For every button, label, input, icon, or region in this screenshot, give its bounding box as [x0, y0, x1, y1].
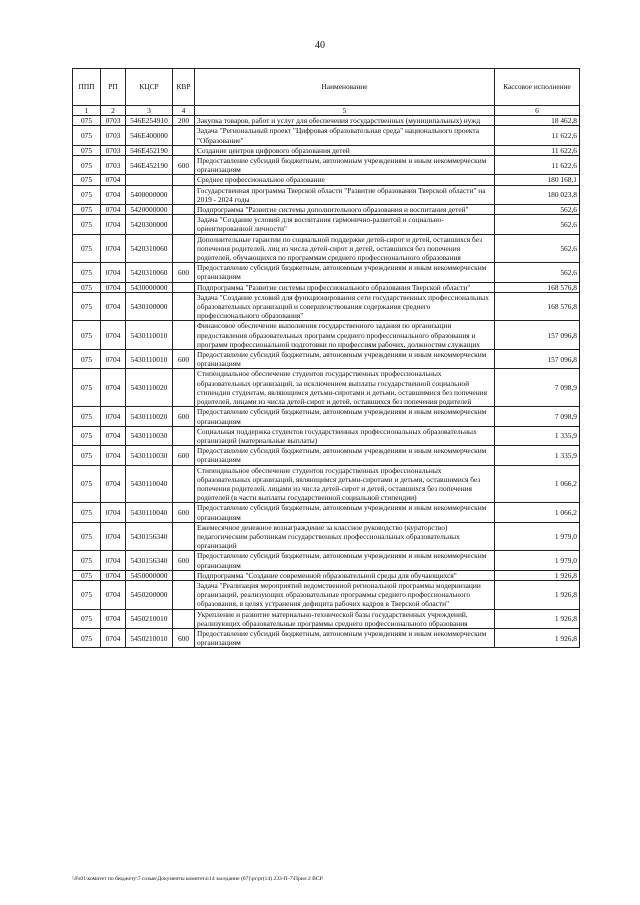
file-path-footer: \\Fs01\комитет по бюджету\7 созыв\Документы комитета\14 заседание (07)\pr\pr(14) 233-П-7\Прил 2 ВСР	[72, 876, 323, 882]
cell-rp: 0704	[101, 205, 126, 215]
table-row	[73, 503, 580, 522]
cell-rp: 0704	[101, 292, 126, 321]
cell-ppp: 075	[73, 175, 101, 185]
cell-name: Предоставление субсидий бюджетным, автономным учреждениям и иным некоммерческим организациям	[195, 263, 495, 282]
table-row	[73, 522, 580, 551]
cell-ppp: 075	[73, 234, 101, 263]
cell-kcsr: 5430110040	[126, 503, 173, 522]
cell-kvr: 200	[173, 116, 195, 126]
cell-kvr	[173, 570, 195, 580]
cell-rp: 0704	[101, 426, 126, 445]
cell-rp: 0704	[101, 446, 126, 465]
cell-name: Стипендиальное обеспечение студентов государственных профессиональных образовательных организаций, за исключением выплаты государственной социальной стипендии студентам, являющимся детьми-сиротами и детьми, оставшимися без попечения родителей, лицами из числа детей-сирот и детей, оставшихся без попечения родителей	[195, 369, 495, 407]
cell-ppp: 075	[73, 205, 101, 215]
cell-kvr	[173, 426, 195, 445]
column-number: 1	[73, 106, 101, 116]
cell-kvr: 600	[173, 628, 195, 647]
cell-rp: 0704	[101, 350, 126, 369]
cell-amount: 11 622,6	[495, 126, 580, 145]
cell-kvr: 600	[173, 407, 195, 426]
table-row	[73, 551, 580, 570]
header-amount: Кассовое исполнение	[495, 69, 580, 106]
cell-amount: 1 066,2	[495, 503, 580, 522]
cell-amount: 562,6	[495, 234, 580, 263]
table-row	[73, 145, 580, 155]
column-number-row	[73, 106, 580, 116]
table-row	[73, 407, 580, 426]
cell-rp: 0703	[101, 126, 126, 145]
table-row	[73, 609, 580, 628]
table-row	[73, 628, 580, 647]
cell-kvr	[173, 522, 195, 551]
cell-kvr	[173, 215, 195, 234]
cell-ppp: 075	[73, 321, 101, 350]
cell-rp: 0704	[101, 580, 126, 609]
table-row	[73, 185, 580, 204]
cell-kcsr: 5430000000	[126, 282, 173, 292]
cell-name: Предоставление субсидий бюджетным, автономным учреждениям и иным некоммерческим организациям	[195, 628, 495, 647]
cell-ppp: 075	[73, 465, 101, 503]
cell-ppp: 075	[73, 551, 101, 570]
header-name: Наименование	[195, 69, 495, 106]
cell-ppp: 075	[73, 145, 101, 155]
cell-kcsr: 5430110040	[126, 465, 173, 503]
cell-name: Закупка товаров, работ и услуг для обеспечения государственных (муниципальных) нужд	[195, 116, 495, 126]
cell-kvr	[173, 369, 195, 407]
cell-rp: 0704	[101, 234, 126, 263]
cell-amount: 1 979,0	[495, 522, 580, 551]
cell-kcsr: 5420000000	[126, 205, 173, 215]
cell-kcsr: 546E452190	[126, 156, 173, 175]
header-kcsr: КЦСР	[126, 69, 173, 106]
cell-amount: 562,6	[495, 205, 580, 215]
cell-amount: 11 622,6	[495, 156, 580, 175]
cell-rp: 0704	[101, 551, 126, 570]
cell-name: Подпрограмма "Развитие системы профессионального образования Тверской области"	[195, 282, 495, 292]
cell-name: Задача "Создание условий для воспитания гармонично-развитой и социально-ориентированной личности"	[195, 215, 495, 234]
cell-kvr: 600	[173, 156, 195, 175]
cell-amount: 7 098,9	[495, 369, 580, 407]
cell-kcsr: 546E254910	[126, 116, 173, 126]
cell-rp: 0703	[101, 156, 126, 175]
cell-kcsr: 5400000000	[126, 185, 173, 204]
header-rp: РП	[101, 69, 126, 106]
cell-name: Предоставление субсидий бюджетным, автономным учреждениям и иным некоммерческим организациям	[195, 503, 495, 522]
page-number: 40	[315, 40, 325, 51]
cell-name: Финансовое обеспечение выполнения государственного задания по организации предоставления образовательных программ среднего профессионального образования и программ профессиональной подготовки по профессиям рабочих, должностям служащих	[195, 321, 495, 350]
cell-amount: 18 462,8	[495, 116, 580, 126]
cell-kcsr: 5450000000	[126, 570, 173, 580]
cell-amount: 1 066,2	[495, 465, 580, 503]
cell-name: Задача "Региональный проект "Цифровая образовательная среда" национального проекта "Образование"	[195, 126, 495, 145]
cell-kcsr	[126, 175, 173, 185]
table-row	[73, 292, 580, 321]
cell-kcsr: 5450210010	[126, 628, 173, 647]
cell-rp: 0704	[101, 609, 126, 628]
cell-rp: 0704	[101, 263, 126, 282]
cell-name: Предоставление субсидий бюджетным, автономным учреждениям и иным некоммерческим организациям	[195, 446, 495, 465]
cell-ppp: 075	[73, 426, 101, 445]
cell-rp: 0704	[101, 215, 126, 234]
cell-rp: 0704	[101, 321, 126, 350]
cell-rp: 0704	[101, 282, 126, 292]
cell-kcsr: 5430110010	[126, 350, 173, 369]
cell-kvr: 600	[173, 503, 195, 522]
cell-name: Предоставление субсидий бюджетным, автономным учреждениям и иным некоммерческим организациям	[195, 156, 495, 175]
cell-kvr	[173, 321, 195, 350]
table-row	[73, 205, 580, 215]
cell-rp: 0703	[101, 116, 126, 126]
column-number: 3	[126, 106, 173, 116]
budget-table	[72, 68, 580, 648]
table-row	[73, 215, 580, 234]
cell-kcsr: 546E400000	[126, 126, 173, 145]
cell-amount: 180 168,1	[495, 175, 580, 185]
cell-ppp: 075	[73, 407, 101, 426]
cell-kcsr: 5420310060	[126, 234, 173, 263]
cell-ppp: 075	[73, 185, 101, 204]
cell-name: Дополнительные гарантии по социальной поддержке детей-сирот и детей, оставшихся без попечения родителей, лиц из числа детей-сирот и детей, оставшихся без попечения родителей, обучающихся по программам среднего профессионального образования	[195, 234, 495, 263]
cell-kvr	[173, 145, 195, 155]
cell-ppp: 075	[73, 570, 101, 580]
cell-kcsr: 5450210010	[126, 609, 173, 628]
table-row	[73, 282, 580, 292]
cell-kcsr: 5420300000	[126, 215, 173, 234]
cell-ppp: 075	[73, 503, 101, 522]
cell-ppp: 075	[73, 116, 101, 126]
cell-name: Задача "Реализация мероприятий ведомственной региональной программы модернизации организаций, реализующих образовательные программы среднего профессионального образования, в целях устранения дефицита рабочих кадров в Тверской области"	[195, 580, 495, 609]
column-number: 2	[101, 106, 126, 116]
table-row	[73, 126, 580, 145]
cell-amount: 11 622,6	[495, 145, 580, 155]
cell-name: Подпрограмма "Развитие системы дополнительного образования и воспитания детей"	[195, 205, 495, 215]
cell-ppp: 075	[73, 446, 101, 465]
cell-rp: 0704	[101, 628, 126, 647]
table-row	[73, 570, 580, 580]
cell-amount: 1 335,9	[495, 426, 580, 445]
cell-rp: 0704	[101, 570, 126, 580]
cell-kvr	[173, 205, 195, 215]
cell-kcsr: 5430110030	[126, 426, 173, 445]
cell-kcsr: 5430110010	[126, 321, 173, 350]
table-row	[73, 175, 580, 185]
cell-amount: 562,6	[495, 215, 580, 234]
table-row	[73, 234, 580, 263]
column-number: 6	[495, 106, 580, 116]
table-row	[73, 116, 580, 126]
cell-ppp: 075	[73, 522, 101, 551]
cell-rp: 0704	[101, 407, 126, 426]
table-row	[73, 580, 580, 609]
cell-kvr: 600	[173, 350, 195, 369]
table-row	[73, 321, 580, 350]
cell-kvr	[173, 185, 195, 204]
cell-kcsr: 5450200000	[126, 580, 173, 609]
cell-rp: 0704	[101, 503, 126, 522]
cell-rp: 0704	[101, 185, 126, 204]
cell-ppp: 075	[73, 126, 101, 145]
cell-amount: 180 023,8	[495, 185, 580, 204]
table-header-row	[73, 69, 580, 106]
cell-amount: 157 096,8	[495, 321, 580, 350]
cell-amount: 1 926,8	[495, 628, 580, 647]
cell-ppp: 075	[73, 350, 101, 369]
cell-name: Стипендиальное обеспечение студентов государственных профессиональных образовательных организаций, являющимся детьми-сиротами и детьми, оставшимися без попечения родителей, лицами из числа детей-сирот и детей, оставшихся без попечения родителей (в части выплаты государственной социальной стипендии)	[195, 465, 495, 503]
cell-kcsr: 5430100000	[126, 292, 173, 321]
cell-amount: 1 926,8	[495, 580, 580, 609]
column-number: 5	[195, 106, 495, 116]
cell-ppp: 075	[73, 263, 101, 282]
cell-ppp: 075	[73, 292, 101, 321]
cell-ppp: 075	[73, 215, 101, 234]
cell-name: Подпрограмма "Создание современной образовательной среды для обучающихся"	[195, 570, 495, 580]
cell-name: Ежемесячное денежное вознаграждение за классное руководство (кураторство) педагогическим работникам государственных профессиональных образовательных организаций	[195, 522, 495, 551]
table-row	[73, 156, 580, 175]
cell-rp: 0704	[101, 369, 126, 407]
cell-amount: 562,6	[495, 263, 580, 282]
cell-kvr	[173, 126, 195, 145]
cell-kcsr: 5430156340	[126, 522, 173, 551]
cell-amount: 1 335,9	[495, 446, 580, 465]
cell-kvr	[173, 234, 195, 263]
cell-amount: 1 926,8	[495, 570, 580, 580]
cell-amount: 168 576,8	[495, 282, 580, 292]
cell-amount: 1 979,0	[495, 551, 580, 570]
cell-ppp: 075	[73, 580, 101, 609]
cell-kcsr: 5430156340	[126, 551, 173, 570]
cell-name: Задача "Создание условий для функционирования сети государственных профессиональных образовательных организаций и совершенствования содержания среднего профессионального образования"	[195, 292, 495, 321]
cell-kcsr: 5430110030	[126, 446, 173, 465]
header-ppp: ППП	[73, 69, 101, 106]
table-row	[73, 446, 580, 465]
cell-rp: 0703	[101, 145, 126, 155]
cell-kvr	[173, 580, 195, 609]
cell-ppp: 075	[73, 156, 101, 175]
cell-ppp: 075	[73, 369, 101, 407]
column-number: 4	[173, 106, 195, 116]
table-row	[73, 263, 580, 282]
cell-name: Государственная программа Тверской области "Развитие образования Тверской области" на 2019 - 2024 годы	[195, 185, 495, 204]
table-body	[73, 106, 580, 648]
cell-rp: 0704	[101, 465, 126, 503]
cell-name: Социальная поддержка студентов государственных профессиональных образовательных организаций (материальные выплаты)	[195, 426, 495, 445]
table-row	[73, 465, 580, 503]
cell-kcsr: 5430110020	[126, 369, 173, 407]
cell-rp: 0704	[101, 175, 126, 185]
cell-amount: 1 926,8	[495, 609, 580, 628]
cell-kvr: 600	[173, 263, 195, 282]
cell-rp: 0704	[101, 522, 126, 551]
table-row	[73, 350, 580, 369]
cell-name: Среднее профессиональное образование	[195, 175, 495, 185]
cell-kvr: 600	[173, 551, 195, 570]
cell-amount: 168 576,8	[495, 292, 580, 321]
cell-name: Предоставление субсидий бюджетным, автономным учреждениям и иным некоммерческим организациям	[195, 407, 495, 426]
table-row	[73, 369, 580, 407]
cell-kvr	[173, 609, 195, 628]
cell-kvr	[173, 282, 195, 292]
cell-kvr: 600	[173, 446, 195, 465]
cell-kcsr: 5420310060	[126, 263, 173, 282]
header-kvr: КВР	[173, 69, 195, 106]
cell-ppp: 075	[73, 282, 101, 292]
cell-amount: 157 096,8	[495, 350, 580, 369]
cell-kcsr: 546E452190	[126, 145, 173, 155]
table-row	[73, 426, 580, 445]
cell-amount: 7 098,9	[495, 407, 580, 426]
cell-name: Создание центров цифрового образования детей	[195, 145, 495, 155]
cell-name: Предоставление субсидий бюджетным, автономным учреждениям и иным некоммерческим организациям	[195, 551, 495, 570]
cell-kcsr: 5430110020	[126, 407, 173, 426]
cell-ppp: 075	[73, 628, 101, 647]
cell-kvr	[173, 292, 195, 321]
cell-kvr	[173, 465, 195, 503]
cell-name: Предоставление субсидий бюджетным, автономным учреждениям и иным некоммерческим организациям	[195, 350, 495, 369]
cell-kvr	[173, 175, 195, 185]
cell-ppp: 075	[73, 609, 101, 628]
cell-name: Укрепление и развитие материально-технической базы государственных учреждений, реализующих образовательные программы среднего профессионального образования	[195, 609, 495, 628]
